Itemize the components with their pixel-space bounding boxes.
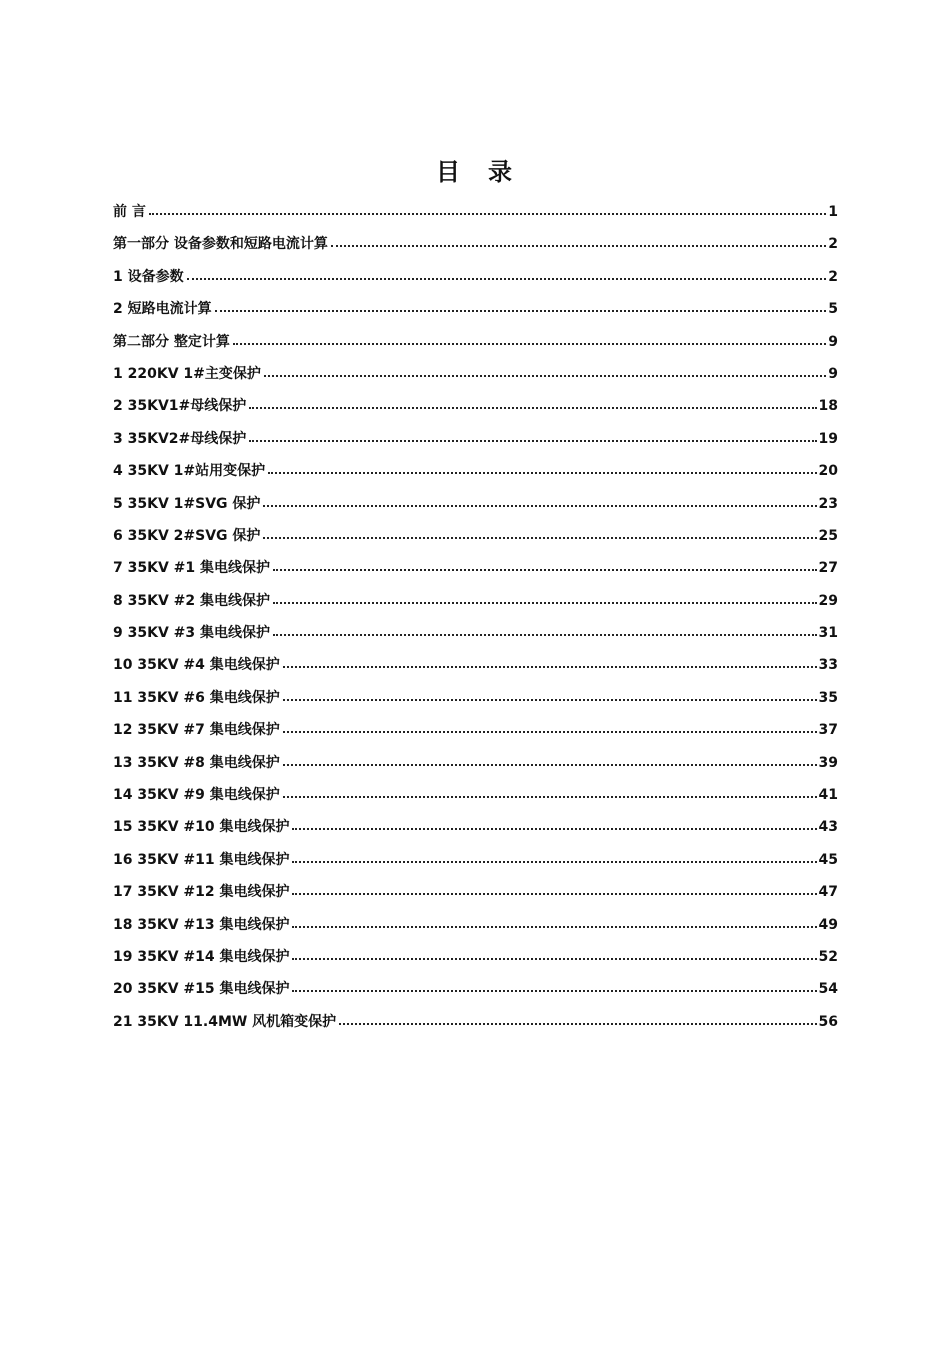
toc-entry-page: 35 <box>818 689 838 706</box>
toc-entry-text: 2 短路电流计算 <box>113 301 212 318</box>
toc-entry-page: 23 <box>818 495 838 512</box>
toc-entry-page: 19 <box>818 430 838 447</box>
toc-entry-page: 2 <box>828 236 838 253</box>
toc-entry-page: 1 <box>828 204 838 220</box>
toc-entry-text: 17 35KV #12 集电线保护 <box>113 884 290 901</box>
toc-entry[interactable] <box>113 749 838 781</box>
toc-entry[interactable] <box>113 1008 838 1040</box>
toc-leader-dots <box>263 523 816 539</box>
toc-leader-dots <box>187 264 827 280</box>
toc-leader-dots <box>249 393 816 409</box>
toc-entry-page: 43 <box>818 819 838 836</box>
toc-entry-page: 9 <box>828 333 838 350</box>
toc-entry-text: 1 220KV 1#主变保护 <box>113 365 261 382</box>
toc-leader-dots <box>273 620 817 636</box>
toc-entry[interactable] <box>113 587 838 619</box>
toc-leader-dots <box>283 750 817 766</box>
toc-entry-text: 3 35KV2#母线保护 <box>113 430 247 447</box>
toc-entry-page: 31 <box>818 625 838 642</box>
toc-entry-text: 15 35KV #10 集电线保护 <box>113 819 290 836</box>
toc-entry-text: 7 35KV #1 集电线保护 <box>113 560 271 577</box>
toc-entry-text: 9 35KV #3 集电线保护 <box>113 625 271 642</box>
toc-entry[interactable] <box>113 360 838 392</box>
toc-entry[interactable] <box>113 328 838 360</box>
toc-entry[interactable] <box>113 457 838 489</box>
toc-entry[interactable] <box>113 490 838 522</box>
toc-entry-text: 4 35KV 1#站用变保护 <box>113 463 266 480</box>
toc-entry-page: 41 <box>818 787 838 804</box>
toc-leader-dots <box>283 685 817 701</box>
toc-entry[interactable] <box>113 943 838 975</box>
toc-entry[interactable] <box>113 846 838 878</box>
toc-leader-dots <box>292 944 816 960</box>
toc-leader-dots <box>149 199 826 215</box>
toc-entry-page: 27 <box>818 560 838 577</box>
toc-entry[interactable] <box>113 781 838 813</box>
toc-entry-page: 47 <box>818 884 838 901</box>
toc-entry[interactable] <box>113 554 838 586</box>
toc-leader-dots <box>292 847 816 863</box>
toc-leader-dots <box>273 555 817 571</box>
toc-title: 目 录 <box>436 158 514 186</box>
toc-entry-page: 20 <box>818 463 838 480</box>
toc-leader-dots <box>263 491 816 507</box>
toc-leader-dots <box>283 717 817 733</box>
toc-entry[interactable] <box>113 230 838 262</box>
toc-entry[interactable] <box>113 425 838 457</box>
toc-entry-text: 14 35KV #9 集电线保护 <box>113 787 280 804</box>
toc-entry[interactable] <box>113 684 838 716</box>
toc-entry-text: 16 35KV #11 集电线保护 <box>113 851 290 868</box>
toc-entry-page: 52 <box>818 948 838 965</box>
toc-entry[interactable] <box>113 716 838 748</box>
toc-entry-text: 6 35KV 2#SVG 保护 <box>113 527 261 544</box>
toc-entry-text: 19 35KV #14 集电线保护 <box>113 948 290 965</box>
toc-entry-page: 33 <box>818 657 838 674</box>
toc-leader-dots <box>264 361 826 377</box>
toc-entry-text: 第二部分 整定计算 <box>113 333 230 350</box>
toc-entry-text: 前 言 <box>113 204 146 220</box>
toc-entry[interactable] <box>113 198 838 230</box>
toc-entry[interactable] <box>113 911 838 943</box>
toc-entry-page: 49 <box>818 916 838 933</box>
toc-entry[interactable] <box>113 651 838 683</box>
toc-entry[interactable] <box>113 522 838 554</box>
toc-entry-page: 2 <box>828 268 838 285</box>
toc-entry-page: 37 <box>818 722 838 739</box>
toc-leader-dots <box>292 814 816 830</box>
toc-leader-dots <box>215 296 827 312</box>
toc-list <box>113 198 838 1040</box>
toc-entry-page: 18 <box>818 398 838 415</box>
toc-leader-dots <box>273 588 817 604</box>
toc-entry-page: 54 <box>818 981 838 998</box>
toc-entry[interactable] <box>113 878 838 910</box>
toc-entry[interactable] <box>113 295 838 327</box>
toc-entry-page: 9 <box>828 365 838 382</box>
toc-entry-text: 11 35KV #6 集电线保护 <box>113 689 280 706</box>
toc-entry-text: 13 35KV #8 集电线保护 <box>113 754 280 771</box>
toc-entry[interactable] <box>113 813 838 845</box>
toc-entry-page: 56 <box>818 1013 838 1030</box>
toc-leader-dots <box>292 879 816 895</box>
toc-entry-text: 20 35KV #15 集电线保护 <box>113 981 290 998</box>
toc-entry-text: 1 设备参数 <box>113 268 184 285</box>
toc-entry-page: 25 <box>818 527 838 544</box>
toc-entry-page: 29 <box>818 592 838 609</box>
toc-entry[interactable] <box>113 392 838 424</box>
toc-entry-text: 18 35KV #13 集电线保护 <box>113 916 290 933</box>
toc-leader-dots <box>339 1009 816 1025</box>
toc-entry-page: 45 <box>818 851 838 868</box>
toc-entry-page: 5 <box>828 301 838 318</box>
toc-entry[interactable] <box>113 263 838 295</box>
toc-leader-dots <box>283 652 817 668</box>
toc-entry-text: 8 35KV #2 集电线保护 <box>113 592 271 609</box>
toc-leader-dots <box>292 912 816 928</box>
toc-entry-text: 第一部分 设备参数和短路电流计算 <box>113 236 328 253</box>
toc-entry-text: 12 35KV #7 集电线保护 <box>113 722 280 739</box>
toc-entry[interactable] <box>113 975 838 1007</box>
toc-entry-text: 21 35KV 11.4MW 风机箱变保护 <box>113 1013 337 1030</box>
toc-leader-dots <box>292 976 816 992</box>
toc-leader-dots <box>268 458 816 474</box>
toc-entry-text: 10 35KV #4 集电线保护 <box>113 657 280 674</box>
toc-entry-text: 5 35KV 1#SVG 保护 <box>113 495 261 512</box>
toc-leader-dots <box>283 782 817 798</box>
toc-leader-dots <box>249 426 816 442</box>
toc-entry[interactable] <box>113 619 838 651</box>
toc-entry-page: 39 <box>818 754 838 771</box>
toc-entry-text: 2 35KV1#母线保护 <box>113 398 247 415</box>
toc-leader-dots <box>331 231 826 247</box>
toc-leader-dots <box>233 329 826 345</box>
